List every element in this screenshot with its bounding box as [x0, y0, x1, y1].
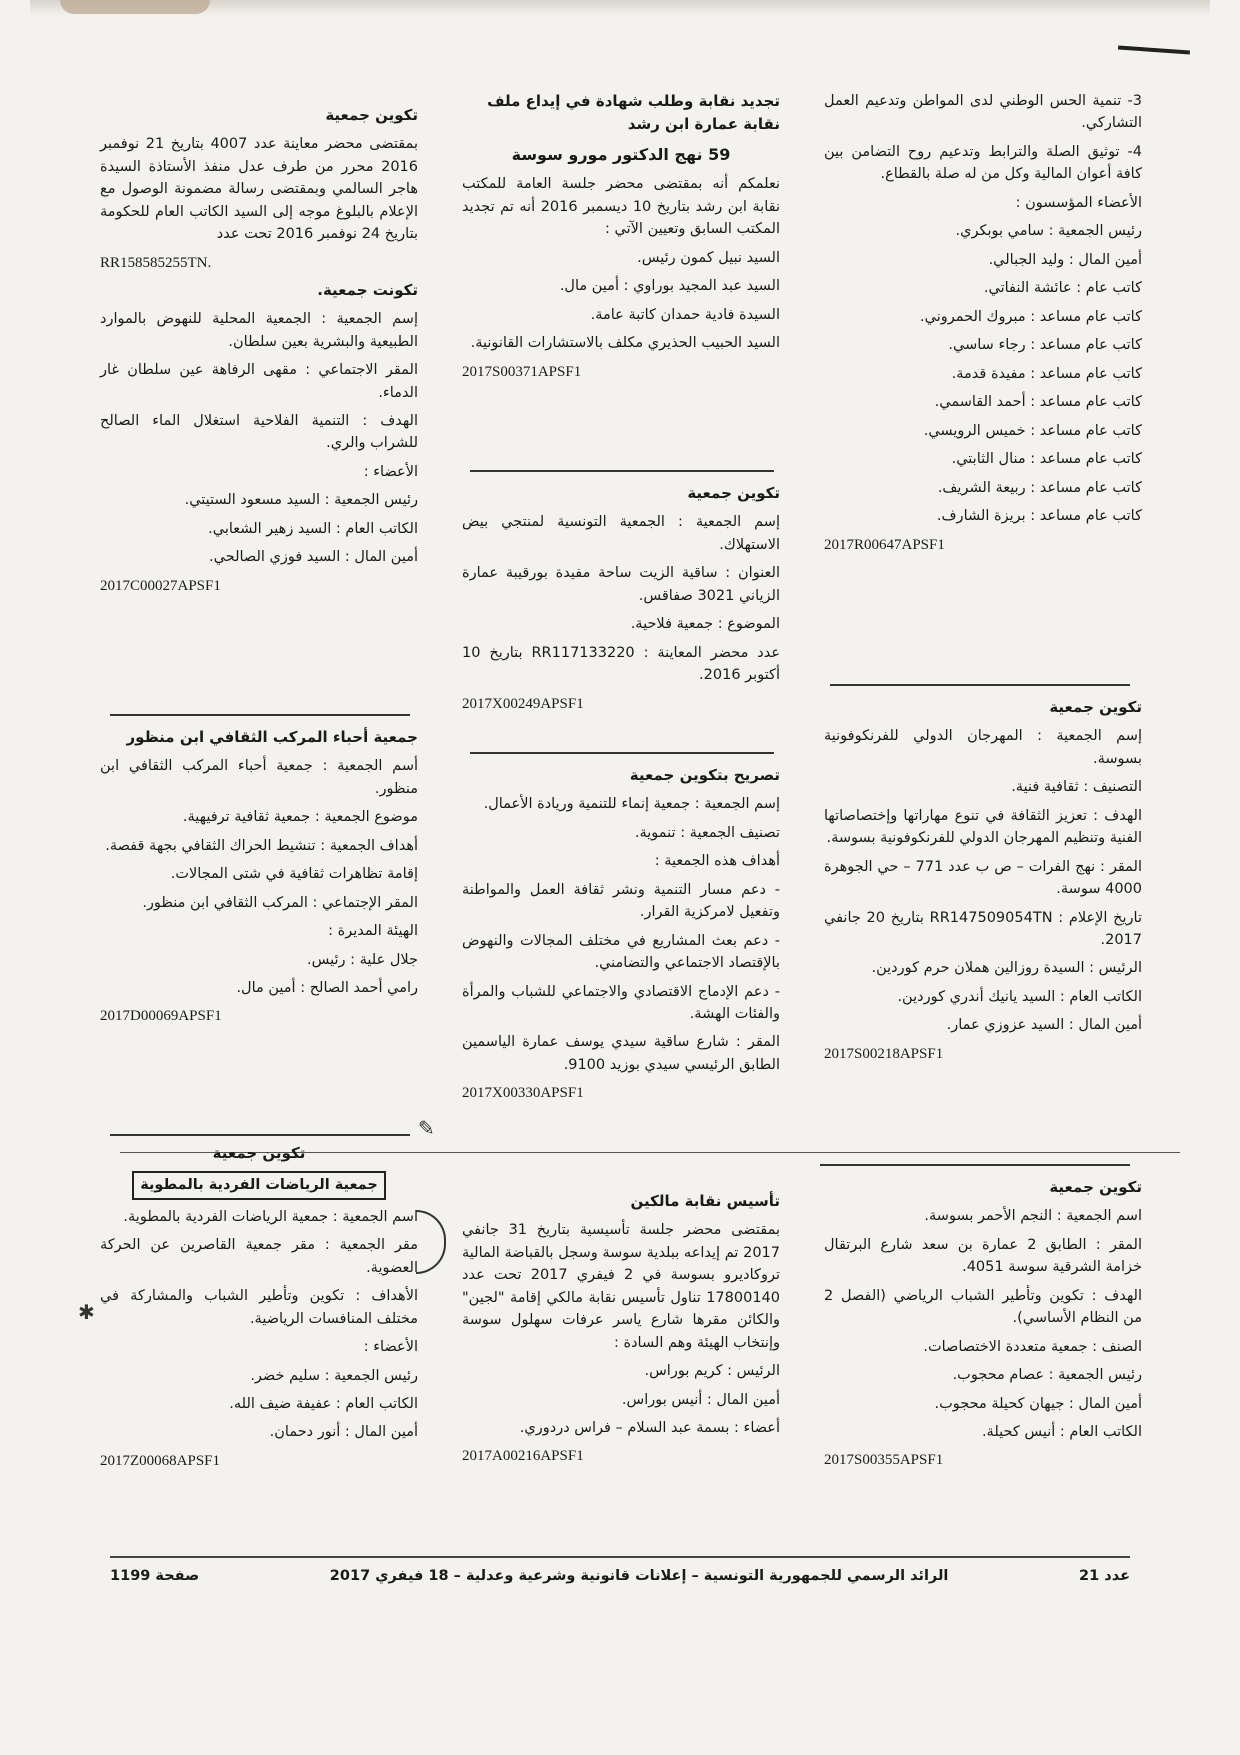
notice-line: أمين المال : جيهان كحيلة محجوب.	[934, 1395, 1142, 1412]
founder-line: كاتب عام مساعد : مبروك الحمروني.	[920, 308, 1142, 325]
column-right	[824, 90, 1142, 561]
notice-body: بمقتضى محضر معاينة عدد 4007 بتاريخ 21 نوفمبر 2016 محرر من طرف عدل منفذ الأستاذة السيدة هاجر السالمي وبمقتضى رسالة مضمونة الوصول مع الإعلام بالبلوغ موجه إلى السيد الكاتب العام للحكومة بتاريخ 24 نوفمبر 2016 تحت عدد	[100, 136, 418, 243]
notice-ain-sultan	[100, 104, 418, 602]
notice-line: رامي أحمد الصالح : أمين مال.	[236, 980, 418, 996]
handwritten-arrow	[416, 1210, 446, 1274]
notice-title: تكوين جمعية	[687, 484, 780, 502]
notice-body: نعلمكم أنه بمقتضى محضر جلسة العامة للمكتب نقابة ابن رشد بتاريخ 10 ديسمبر 2016 أنه تم تجديد المكتب السابق وتعيين الآتي :	[462, 176, 780, 238]
section-rule	[110, 1134, 410, 1136]
notice-line: الهدف : تكوين وتأطير الشباب الرياضي (الفصل 2 من النظام الأساسي).	[824, 1287, 1142, 1327]
reference-code: 2017X00330APSF1	[462, 1085, 584, 1102]
reference-code: 2017C00027APSF1	[100, 577, 221, 594]
section-rule	[470, 752, 774, 754]
notice-title: تجديد نقابة وطلب شهادة في إيداع ملف نقابة عمارة ابن رشد	[487, 92, 780, 134]
notice-title: تكوين جمعية	[1049, 1178, 1142, 1196]
notice-line: الكاتب العام : السيد يانيك أندري كوردين.	[897, 988, 1142, 1005]
notice-line: التصنيف : ثقافية فنية.	[1011, 779, 1142, 796]
notice-body: بمقتضى محضر جلسة تأسيسية بتاريخ 31 جانفي 2017 تم إيداعه ببلدية سوسة وسجل بالقباضة المالية تروكاديرو بسوسة في 2 فيفري 2017 تحت عدد 17800140 تناول تأسيس نقابة مالكي إقامة "لجين" والكائن مقرها شارع ياسر عرفات سهلول سوسة وإنتخاب الهيئة وهم السادة :	[462, 1222, 781, 1351]
notice-title: تكوين جمعية	[325, 106, 418, 124]
notice-line: موضوع الجمعية : جمعية ثقافية ترفيهية.	[182, 809, 418, 826]
notice-egg-producers	[462, 482, 780, 720]
page-number: صفحة 1199	[110, 1568, 200, 1584]
notice-line: - دعم الإدماج الاقتصادي والاجتماعي للشباب والمرأة والفئات الهشة.	[462, 983, 780, 1022]
notice-title: جمعية أحباء المركب الثقافي ابن منظور	[126, 728, 418, 746]
scan-stain	[60, 0, 210, 14]
founder-line: كاتب عام : عائشة النفاتي.	[983, 280, 1142, 297]
handwritten-mark: ✎	[418, 1116, 435, 1140]
notice-line: المقر : شارع ساقية سيدي يوسف عمارة الياسمين الطابق الرئيسي سيدي بوزيد 9100.	[462, 1034, 780, 1073]
member-line: السيد نبيل كمون رئيس.	[637, 249, 780, 266]
notice-line: إقامة تظاهرات ثقافية في شتى المجالات.	[170, 866, 418, 883]
notice-line: أمين المال : السيد فوزي الصالحي.	[209, 549, 418, 566]
notice-line: الهيئة المديرة :	[328, 923, 418, 940]
member-line: السيد عبد المجيد بوراوي : أمين مال.	[559, 278, 780, 295]
notice-line: المقر : الطابق 2 عمارة بن سعد شارع البرتقال خزامة الشرقية سوسة 4051.	[824, 1236, 1142, 1276]
section-rule	[110, 714, 410, 716]
notice-line: المقر الاجتماعي : مقهى الرفاهة عين سلطان غار الدماء.	[100, 362, 418, 401]
notice-line: أهداف هذه الجمعية :	[654, 853, 780, 870]
page-corner-mark	[1118, 45, 1190, 54]
founders-title: الأعضاء المؤسسون :	[1015, 194, 1142, 211]
notice-title: تأسيس نقابة مالكين	[630, 1192, 780, 1210]
notice-line: الأعضاء :	[363, 463, 418, 480]
notice-owners-syndicate	[462, 1190, 780, 1473]
notice-francophonie	[824, 696, 1142, 1070]
notice-line: مقر الجمعية : مقر جمعية القاصرين عن الحركة العضوية.	[100, 1237, 418, 1276]
notice-line: أمين المال : السيد عزوزي عمار.	[946, 1017, 1142, 1034]
notice-subtitle: تكونت جمعية.	[317, 280, 418, 299]
reference-code: 2017X00249APSF1	[462, 695, 584, 712]
notice-line: اسم الجمعية : جمعية الرياضات الفردية بالمطوية.	[123, 1208, 418, 1225]
notice-line: - دعم بعث المشاريع في مختلف المجالات والنهوض بالإقتصاد الاجتماعي والتضامني.	[462, 932, 780, 972]
intro-item: 3- تنمية الحس الوطني لدى المواطن وتدعيم العمل التشاركي.	[824, 93, 1142, 132]
notice-title: تكوين جمعية	[212, 1144, 306, 1162]
notice-syndicate-ibn-rushd	[462, 90, 780, 388]
notice-line: إسم الجمعية : الجمعية المحلية للنهوض بالموارد الطبيعية والبشرية بعين سلطان.	[100, 311, 418, 350]
founder-line: رئيس الجمعية : سامي بوبكري.	[955, 223, 1142, 240]
notice-ibn-manzour	[100, 726, 418, 1033]
founder-line: كاتب عام مساعد : ربيعة الشريف.	[937, 479, 1142, 496]
handwritten-mark: ✱	[78, 1300, 95, 1324]
notice-line: المقر الإجتماعي : المركب الثقافي ابن منظور.	[142, 894, 418, 911]
notice-line: الموضوع : جمعية فلاحية.	[630, 616, 780, 633]
notice-line: إسم الجمعية : جمعية إنماء للتنمية وريادة الأعمال.	[483, 796, 780, 813]
notice-line: أهداف الجمعية : تنشيط الحراك الثقافي بجهة قفصة.	[105, 837, 418, 854]
notice-line: الهدف : التنمية الفلاحية استغلال الماء الصالح للشراب والري.	[100, 412, 418, 452]
founder-line: أمين المال : وليد الجبالي.	[988, 251, 1142, 268]
reference-code: 2017Z00068APSF1	[100, 1452, 221, 1469]
notice-line: - دعم مسار التنمية ونشر ثقافة العمل والمواطنة وتفعيل لامركزية القرار.	[462, 881, 780, 921]
founder-line: كاتب عام مساعد : مفيدة قدمة.	[951, 365, 1142, 382]
notice-line: أمين المال : أنور دحمان.	[269, 1424, 418, 1441]
founder-line: كاتب عام مساعد : خميس الرويسي.	[923, 422, 1142, 439]
notice-inmaa	[462, 764, 780, 1110]
reference-code: 2017A00216APSF1	[462, 1448, 584, 1465]
notice-line: رئيس الجمعية : السيد مسعود الستيتي.	[184, 492, 418, 509]
reference-code: 2017S00355APSF1	[824, 1452, 944, 1469]
notice-line: الكاتب العام : السيد زهير الشعابي.	[208, 520, 418, 537]
tracking-number: RR158585255TN.	[100, 254, 212, 271]
notice-line: الهدف : تعزيز الثقافة في تنوع مهاراتها وإختصاصاتها الفنية وتنظيم المهرجان الدولي للفرنكوفونية بسوسة.	[824, 807, 1142, 847]
notice-line: المقر : نهج الفرات – ص ب عدد 771 – حي الجوهرة 4000 سوسة.	[824, 858, 1142, 898]
notice-individual-sports	[100, 1142, 418, 1477]
notice-line: تصنيف الجمعية : تنموية.	[634, 824, 780, 841]
notice-line: اسم الجمعية : النجم الأحمر بسوسة.	[924, 1208, 1142, 1225]
reference-code: 2017S00371APSF1	[462, 363, 582, 380]
notice-line: إسم الجمعية : المهرجان الدولي للفرنكوفونية بسوسة.	[824, 728, 1142, 767]
section-rule	[830, 684, 1130, 686]
boxed-association-name: جمعية الرياضات الفردية بالمطوية	[132, 1171, 386, 1199]
issue-number: عدد 21	[1079, 1568, 1130, 1584]
notice-line: عدد محضر المعاينة : RR117133220 بتاريخ 10 أكتوبر 2016.	[462, 644, 780, 684]
footer-title: الرائد الرسمي للجمهورية التونسية – إعلانات قانونية وشرعية وعدلية – 18 فيفري 2017	[329, 1568, 949, 1584]
notice-line: العنوان : ساقية الزيت ساحة مفيدة بورقيبة عمارة الزياني 3021 صفاقس.	[462, 565, 780, 604]
founder-line: كاتب عام مساعد : أحمد القاسمي.	[934, 394, 1142, 411]
founder-line: كاتب عام مساعد : رجاء ساسي.	[948, 337, 1142, 354]
notice-line: تاريخ الإعلام : RR147509054TN بتاريخ 20 جانفي 2017.	[824, 909, 1142, 948]
member-line: الرئيس : كريم بوراس.	[644, 1363, 780, 1380]
notice-subtitle: 59 نهج الدكتور مورو سوسة	[511, 144, 731, 164]
notice-line: الأعضاء :	[363, 1339, 418, 1356]
boxed-name-wrap	[100, 1171, 418, 1199]
reference-code: 2017D00069APSF1	[100, 1008, 222, 1025]
notice-line: رئيس الجمعية : سليم خضر.	[250, 1367, 418, 1384]
section-rule	[470, 470, 774, 472]
notice-line: إسم الجمعية : الجمعية التونسية لمنتجي بيض الاستهلاك.	[462, 514, 780, 553]
member-line: أعضاء : بسمة عبد السلام – فراس دردوري.	[519, 1420, 780, 1436]
notice-line: الكاتب العام : عفيفة ضيف الله.	[229, 1396, 418, 1412]
footer-rule	[110, 1556, 1130, 1558]
member-line: السيدة فادية حمدان كاتبة عامة.	[590, 306, 780, 323]
member-line: أمين المال : أنيس بوراس.	[621, 1391, 780, 1408]
intro-item: 4- توثيق الصلة والترابط وتدعيم روح التضامن بين كافة أعوان المالية وكل من له صلة بالقطاع.	[824, 143, 1142, 183]
page-footer	[110, 1568, 1130, 1584]
notice-line: الصنف : جمعية متعددة الاختصاصات.	[923, 1338, 1142, 1355]
section-rule	[820, 1164, 1130, 1166]
notice-line: الكاتب العام : أنيس كحيلة.	[981, 1424, 1142, 1440]
reference-code: 2017S00218APSF1	[824, 1045, 944, 1062]
notice-title: تصريح بتكوين جمعية	[629, 766, 780, 784]
founder-line: كاتب عام مساعد : منال الثابتي.	[951, 451, 1142, 468]
member-line: السيد الحبيب الحذيري مكلف بالاستشارات القانونية.	[470, 335, 780, 352]
notice-line: أسم الجمعية : جمعية أحباء المركب الثقافي ابن منظور.	[100, 758, 418, 797]
notice-line: جلال علية : رئيس.	[307, 951, 418, 968]
notice-title: تكوين جمعية	[1049, 698, 1142, 716]
notice-red-star	[824, 1176, 1142, 1477]
reference-code: 2017R00647APSF1	[824, 536, 945, 553]
notice-line: الأهداف : تكوين وتأطير الشباب والمشاركة في مختلف المنافسات الرياضية.	[100, 1288, 418, 1327]
notice-line: رئيس الجمعية : عصام محجوب.	[952, 1367, 1142, 1384]
notice-line: الرئيس : السيدة روزالين هملان حرم كوردين.	[871, 960, 1142, 977]
founder-line: كاتب عام مساعد : بريزة الشارف.	[936, 508, 1142, 525]
